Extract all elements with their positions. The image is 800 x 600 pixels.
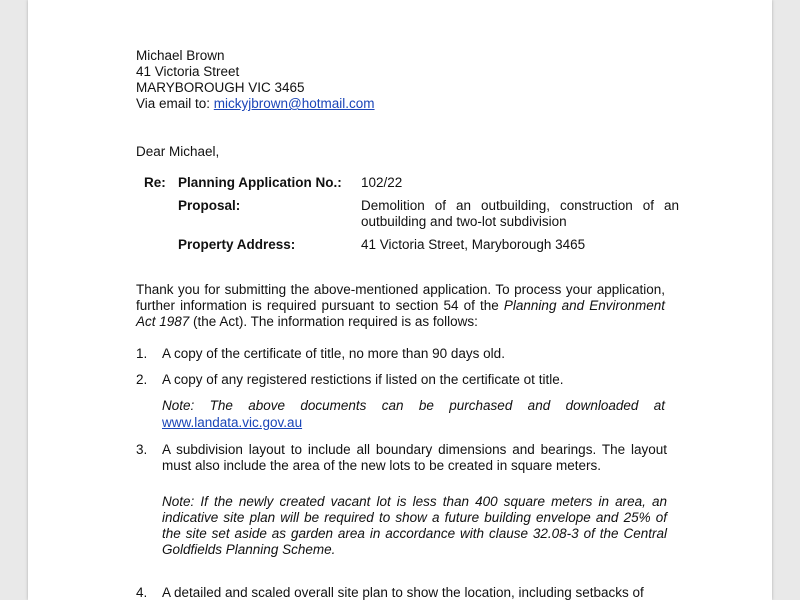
- email-link[interactable]: mickyjbrown@hotmail.com: [213, 96, 375, 111]
- salutation: Dear Michael,: [136, 144, 220, 159]
- item-3-text: A subdivision layout to include all boundary dimensions and bearings. The layout must also include the area of the new lots to be created in square meters.: [162, 442, 667, 473]
- re-label: Re:: [144, 175, 166, 190]
- intro-text-2: (the Act). The information required is as follows:: [189, 314, 478, 329]
- item-4-number: 4.: [136, 585, 148, 600]
- recipient-email-line: [136, 96, 536, 112]
- note-documents-link-line: [162, 415, 302, 431]
- item-1-number: 1.: [136, 346, 148, 361]
- intro-text-1: Thank you for submitting the above-mentioned application. To process your application, further information is required pursuant to section 54 of the: [136, 282, 665, 313]
- intro-act-title: Planning and Environment Act 1987: [136, 298, 666, 329]
- item-4-text: A detailed and scaled overall site plan to show the location, including setbacks of: [162, 585, 644, 600]
- item-2-text: A copy of any registered restictions if listed on the certificate ot title.: [162, 372, 564, 387]
- recipient-name: Michael Brown: [136, 48, 225, 63]
- email-prefix: Via email to:: [136, 96, 214, 111]
- item-1-text: A copy of the certificate of title, no more than 90 days old.: [162, 346, 505, 361]
- intro-paragraph: [136, 282, 665, 330]
- letter-page: [28, 0, 772, 600]
- item-3-number: 3.: [136, 442, 148, 457]
- re-value-application-no: 102/22: [361, 175, 403, 190]
- re-value-proposal: Demolition of an outbuilding, construction of an outbuilding and two-lot subdivision: [361, 198, 679, 229]
- re-label-property-address: Property Address:: [178, 237, 296, 252]
- page-top-edge: [158, 0, 638, 4]
- re-label-application-no: Planning Application No.:: [178, 175, 342, 190]
- recipient-address: [136, 48, 536, 112]
- re-label-proposal: Proposal:: [178, 198, 241, 213]
- item-2-number: 2.: [136, 372, 148, 387]
- recipient-town: MARYBOROUGH VIC 3465: [136, 80, 305, 95]
- note-documents: Note: The above documents can be purchased and downloaded at: [162, 398, 665, 413]
- re-value-property-address: 41 Victoria Street, Maryborough 3465: [361, 237, 586, 252]
- note-garden-area: Note: If the newly created vacant lot is less than 400 square meters in area, an indicative site plan will be required to show a future building envelope and 25% of the site set aside as garden area in accordance with clause 32.08-3 of the Central Goldfields Planning Scheme.: [162, 494, 667, 557]
- recipient-street: 41 Victoria Street: [136, 64, 240, 79]
- landata-link[interactable]: www.landata.vic.gov.au: [162, 415, 303, 430]
